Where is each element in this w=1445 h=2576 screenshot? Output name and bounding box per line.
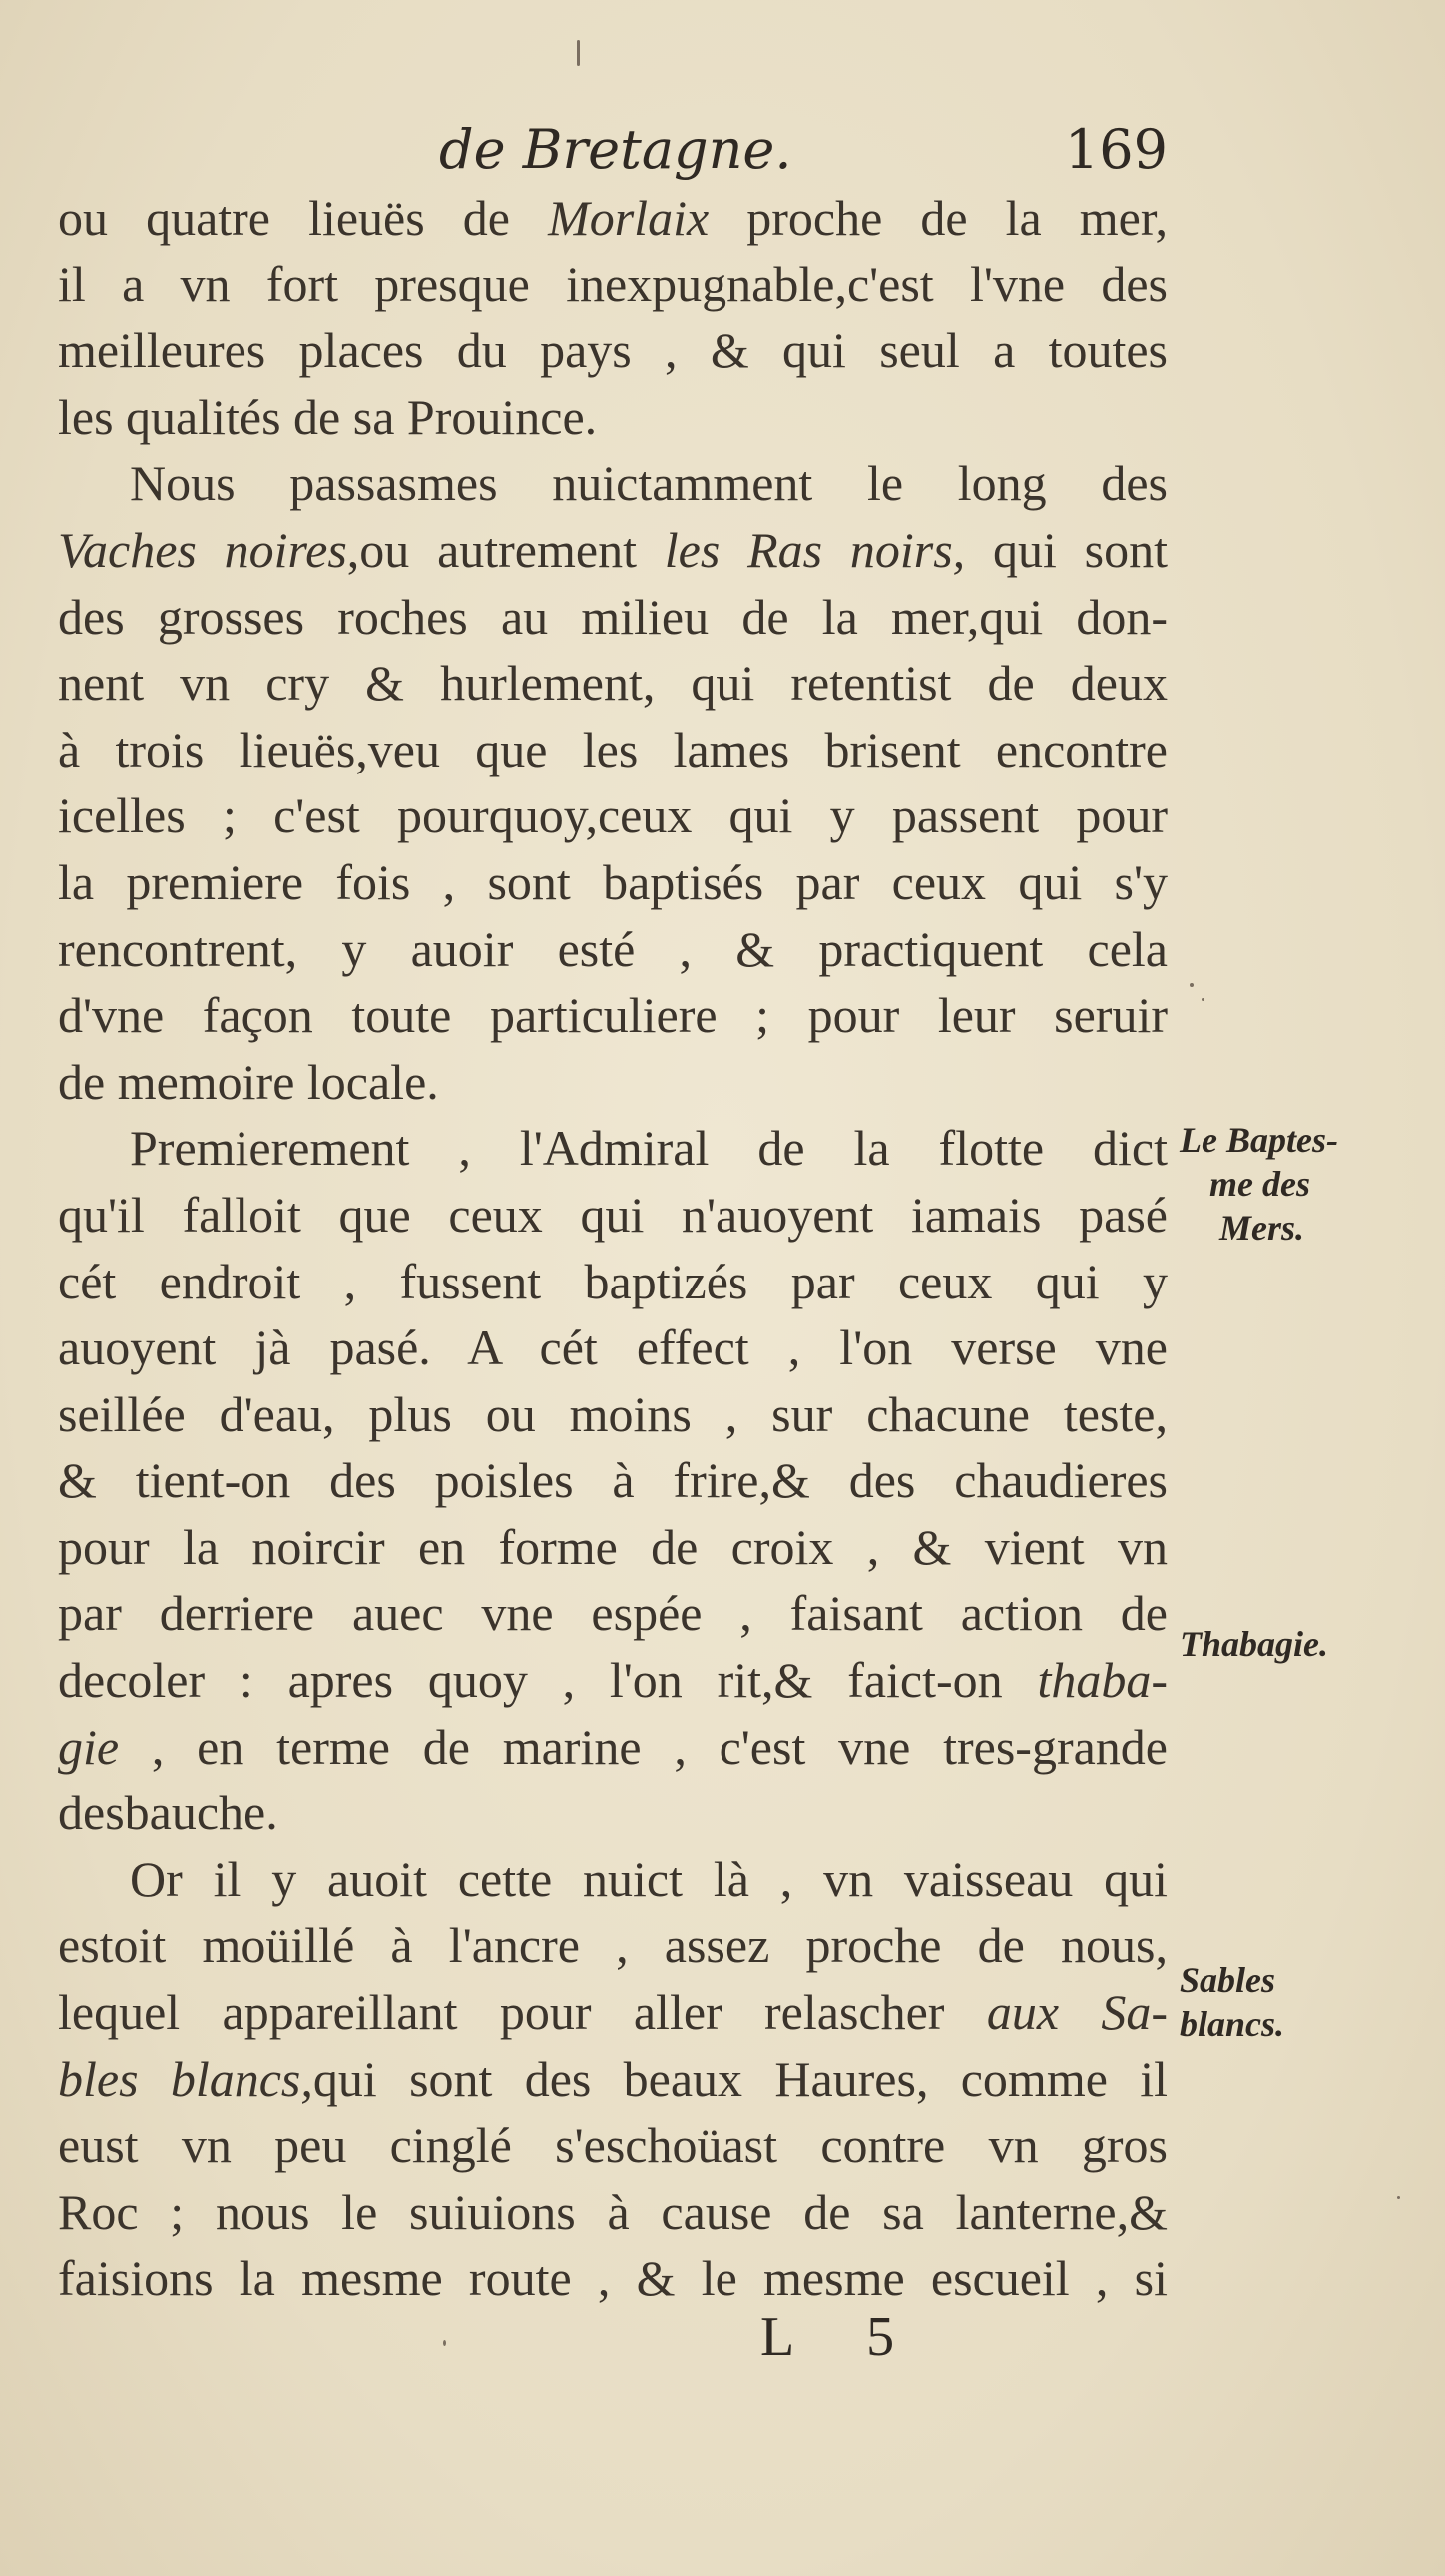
text-line: pour la noircir en forme de croix , & vient vn <box>58 1518 1168 1575</box>
text-line: par derriere auec vne espée , faisant action de <box>58 1585 1168 1642</box>
paper-speck <box>1190 983 1194 987</box>
signature-mark: L 5 <box>760 2307 925 2368</box>
text-line: Nous passasmes nuictamment le long des <box>130 455 1168 512</box>
text-line: lequel appareillant pour aller relascher aux Sa- <box>58 1984 1168 2041</box>
paper-speck <box>577 40 580 66</box>
text-line: Premierement , l'Admiral de la flotte dict <box>130 1120 1168 1177</box>
text-line: eust vn peu cinglé s'eschoüast contre vn gros <box>58 2117 1168 2174</box>
text-line: qu'il falloit que ceux qui n'auoyent iamais pasé <box>58 1186 1168 1243</box>
text-line: desbauche. <box>58 1785 278 1841</box>
text-line: les qualités de sa Prouince. <box>58 388 598 445</box>
running-title: de Bretagne. <box>439 118 792 181</box>
paper-speck <box>1202 998 1204 1001</box>
text-line: la premiere fois , sont baptisés par ceux qui s'y <box>58 853 1168 910</box>
text-line: Or il y auoit cette nuict là , vn vaisseau qui <box>130 1850 1168 1907</box>
text-line: estoit moüillé à l'ancre , assez proche de nous, <box>58 1917 1168 1974</box>
paper-speck <box>443 2340 446 2346</box>
margin-note-thabagie: Thabagie. <box>1180 1624 1328 1664</box>
margin-note-sables: Sables blancs. <box>1180 1960 1285 2044</box>
text-line: ou quatre lieuës de Morlaix proche de la mer, <box>58 190 1168 246</box>
margin-note-bapteme: Le Baptes- me des Mers. <box>1180 1120 1338 1248</box>
text-line: nent vn cry & hurlement, qui retentist de deux <box>58 655 1168 712</box>
text-line: meilleures places du pays , & qui seul a toutes <box>58 322 1168 379</box>
text-line: de memoire locale. <box>58 1053 439 1110</box>
text-line: icelles ; c'est pourquoy,ceux qui y passent pour <box>58 787 1168 844</box>
body-text <box>58 185 1168 2312</box>
text-line: des grosses roches au milieu de la mer,qui don- <box>58 588 1168 645</box>
text-line: auoyent jà pasé. A cét effect , l'on verse vne <box>58 1319 1168 1376</box>
text-line: & tient-on des poisles à frire,& des chaudieres <box>58 1452 1168 1509</box>
text-line: rencontrent, y auoir esté , & practiquent cela <box>58 920 1168 977</box>
text-line: bles blancs,qui sont des beaux Haures, comme il <box>58 2050 1168 2107</box>
page-number: 169 <box>1064 118 1168 181</box>
text-line: Roc ; nous le suiuions à cause de sa lanterne,& <box>58 2183 1168 2240</box>
text-line: il a vn fort presque inexpugnable,c'est l'vne des <box>58 256 1168 312</box>
text-line: cét endroit , fussent baptizés par ceux qui y <box>58 1253 1168 1309</box>
text-line: faisions la mesme route , & le mesme escueil , si <box>58 2250 1168 2307</box>
text-line: à trois lieuës,veu que les lames brisent encontre <box>58 721 1168 777</box>
text-line: seillée d'eau, plus ou moins , sur chacune teste, <box>58 1385 1168 1442</box>
text-line: d'vne façon toute particuliere ; pour leur seruir <box>58 987 1168 1044</box>
text-line: decoler : apres quoy , l'on rit,& faict-on thaba- <box>58 1652 1168 1709</box>
text-line: Vaches noires,ou autrement les Ras noirs, qui sont <box>58 521 1168 578</box>
text-line: gie , en terme de marine , c'est vne tres-grande <box>58 1718 1168 1775</box>
paper-speck <box>1397 2196 1400 2199</box>
